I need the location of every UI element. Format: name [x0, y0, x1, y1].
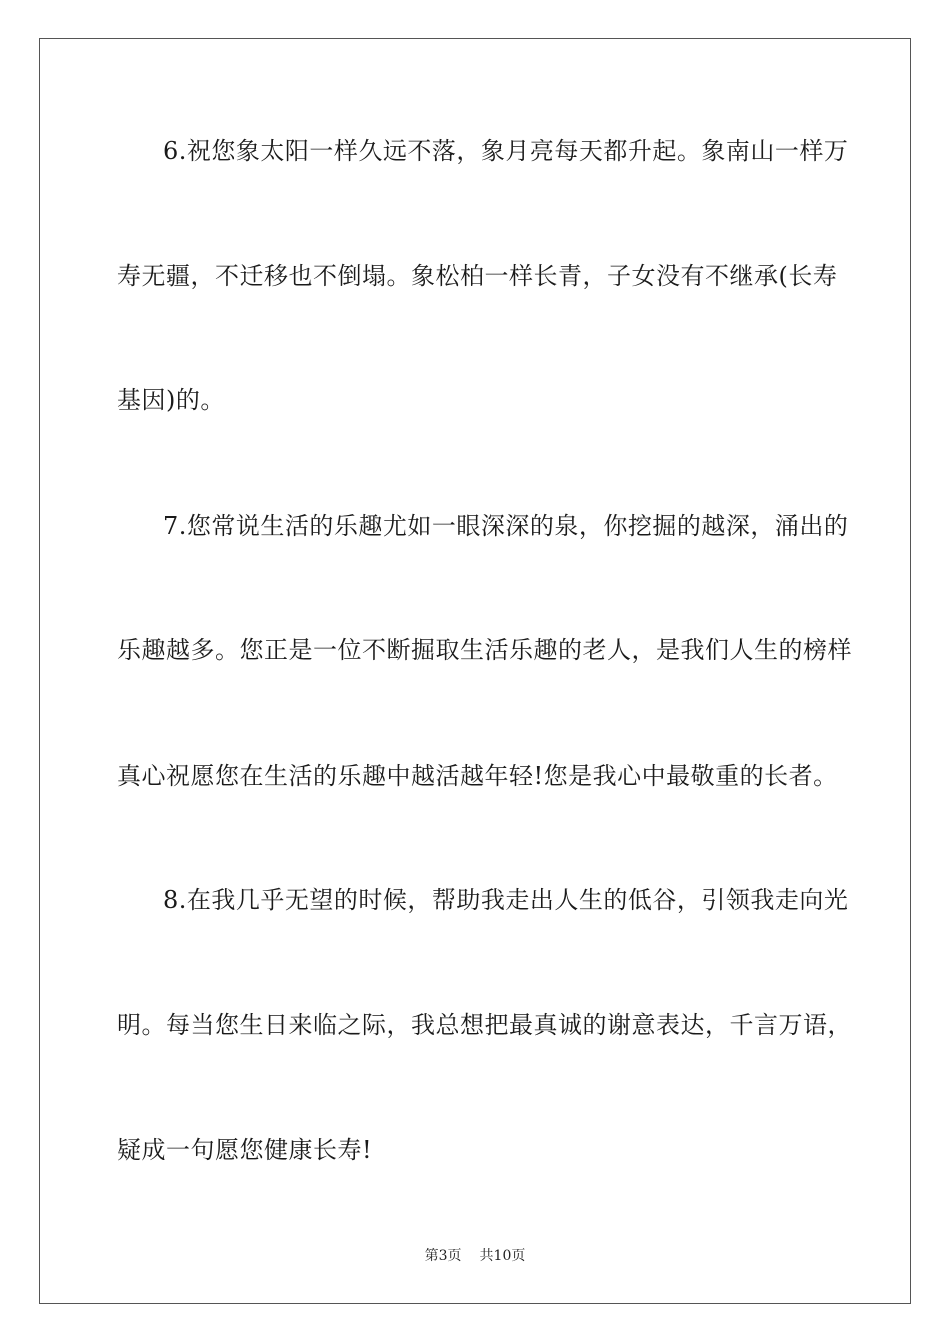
- paragraph-8-line-3: 疑成一句愿您健康长寿!: [117, 1136, 373, 1164]
- paragraph-8-line-2: 明。每当您生日来临之际，我总想把最真诚的谢意表达，千言万语，: [117, 1011, 852, 1039]
- page-footer: [0, 1246, 950, 1266]
- paragraph-7-line-3: 真心祝愿您在生活的乐趣中越活越年轻!您是我心中最敬重的长者。: [117, 762, 838, 790]
- total-pages: 共10页: [479, 1248, 526, 1264]
- paragraph-7-line-2: 乐趣越多。您正是一位不断掘取生活乐趣的老人，是我们人生的榜样: [117, 636, 852, 664]
- paragraph-6-line-3: 基因)的。: [117, 386, 225, 414]
- paragraph-6-line-2: 寿无疆，不迁移也不倒塌。象松柏一样长青，子女没有不继承(长寿: [117, 262, 838, 290]
- page-number: 第3页: [424, 1248, 462, 1264]
- paragraph-8-line-1: 8.在我几乎无望的时候，帮助我走出人生的低谷，引领我走向光: [163, 886, 849, 914]
- page-border: [39, 38, 911, 1304]
- paragraph-6-line-1: 6.祝您象太阳一样久远不落，象月亮每天都升起。象南山一样万: [163, 137, 849, 165]
- paragraph-7-line-1: 7.您常说生活的乐趣尤如一眼深深的泉，你挖掘的越深，涌出的: [163, 512, 849, 540]
